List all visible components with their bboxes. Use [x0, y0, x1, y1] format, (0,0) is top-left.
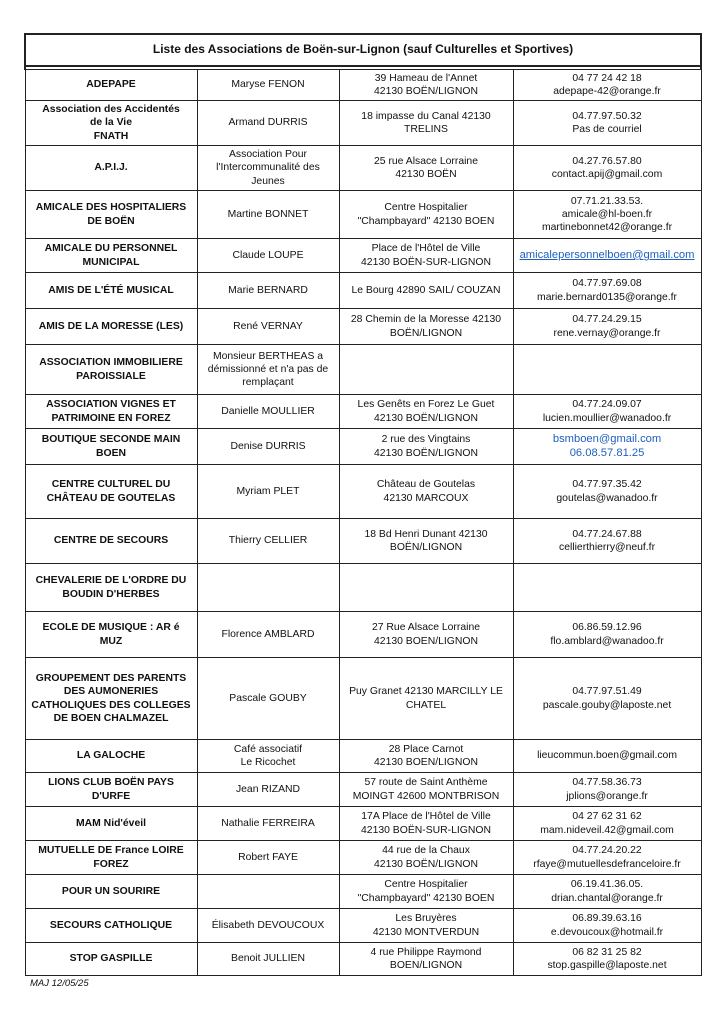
contact-person: Martine BONNET: [197, 191, 339, 239]
association-name: ASSOCIATION IMMOBILIERE PAROISSIALE: [25, 345, 197, 395]
contact-info-link[interactable]: bsmboen@gmail.com 06.08.57.81.25: [513, 429, 701, 465]
associations-table: [24, 33, 702, 976]
contact-person: René VERNAY: [197, 309, 339, 345]
contact-info: 06.86.59.12.96 flo.amblard@wanadoo.fr: [513, 612, 701, 658]
contact-info: 04 27 62 31 62 mam.nideveil.42@gmail.com: [513, 807, 701, 841]
table-row: [25, 239, 701, 273]
associations-sheet: [24, 33, 700, 976]
address: 28 Chemin de la Moresse 42130 BOËN/LIGNON: [339, 309, 513, 345]
address: 57 route de Saint Anthème MOINGT 42600 MONTBRISON: [339, 773, 513, 807]
table-row: [25, 519, 701, 564]
contact-person: Armand DURRIS: [197, 101, 339, 146]
association-name: AMICALE DU PERSONNEL MUNICIPAL: [25, 239, 197, 273]
association-name: Association des Accidentés de la Vie FNATH: [25, 101, 197, 146]
contact-person: Monsieur BERTHEAS a démissionné et n'a pas de remplaçant: [197, 345, 339, 395]
contact-email-link[interactable]: amicalepersonnelboen@gmail.com: [513, 239, 701, 273]
table-row: [25, 191, 701, 239]
contact-info: 04.77.24.09.07 lucien.moullier@wanadoo.fr: [513, 395, 701, 429]
contact-person: Marie BERNARD: [197, 273, 339, 309]
association-name: GROUPEMENT DES PARENTS DES AUMONERIES CATHOLIQUES DES COLLEGES DE BOEN CHALMAZEL: [25, 658, 197, 740]
contact-info: 06 82 31 25 82 stop.gaspille@laposte.net: [513, 943, 701, 976]
contact-person: Myriam PLET: [197, 465, 339, 519]
contact-info: 04.77.58.36.73 jplions@orange.fr: [513, 773, 701, 807]
table-row: [25, 429, 701, 465]
contact-person: Nathalie FERREIRA: [197, 807, 339, 841]
contact-info: 04.77.24.67.88 cellierthierry@neuf.fr: [513, 519, 701, 564]
contact-info: [513, 345, 701, 395]
association-name: BOUTIQUE SECONDE MAIN BOEN: [25, 429, 197, 465]
association-name: SECOURS CATHOLIQUE: [25, 909, 197, 943]
table-row: [25, 309, 701, 345]
contact-info: 04.77.97.69.08 marie.bernard0135@orange.fr: [513, 273, 701, 309]
contact-info: 04 77 24 42 18 adepape-42@orange.fr: [513, 70, 701, 101]
association-name: MUTUELLE DE France LOIRE FOREZ: [25, 841, 197, 875]
address: 39 Hameau de l'Annet 42130 BOËN/LIGNON: [339, 70, 513, 101]
contact-info: 04.77.24.20.22 rfaye@mutuellesdefranceloire.fr: [513, 841, 701, 875]
title-row: [25, 34, 701, 66]
table-row: [25, 70, 701, 101]
association-name: MAM Nid'éveil: [25, 807, 197, 841]
table-row: [25, 807, 701, 841]
table-row: [25, 612, 701, 658]
address: [339, 345, 513, 395]
contact-person: Claude LOUPE: [197, 239, 339, 273]
table-row: [25, 875, 701, 909]
address: Les Genêts en Forez Le Guet 42130 BOËN/LIGNON: [339, 395, 513, 429]
contact-person: Benoit JULLIEN: [197, 943, 339, 976]
table-row: [25, 564, 701, 612]
association-name: AMIS DE L'ÉTÉ MUSICAL: [25, 273, 197, 309]
table-row: [25, 146, 701, 191]
contact-person: Danielle MOULLIER: [197, 395, 339, 429]
contact-person: Élisabeth DEVOUCOUX: [197, 909, 339, 943]
association-name: CENTRE DE SECOURS: [25, 519, 197, 564]
contact-info: 06.89.39.63.16 e.devoucoux@hotmail.fr: [513, 909, 701, 943]
address: Les Bruyères 42130 MONTVERDUN: [339, 909, 513, 943]
association-name: LA GALOCHE: [25, 740, 197, 773]
address: 28 Place Carnot 42130 BOEN/LIGNON: [339, 740, 513, 773]
address: Centre Hospitalier "Champbayard" 42130 BOEN: [339, 875, 513, 909]
contact-person: Jean RIZAND: [197, 773, 339, 807]
association-name: STOP GASPILLE: [25, 943, 197, 976]
association-name: ADEPAPE: [25, 70, 197, 101]
contact-person: Thierry CELLIER: [197, 519, 339, 564]
association-name: ASSOCIATION VIGNES ET PATRIMOINE EN FOREZ: [25, 395, 197, 429]
contact-info: 04.77.24.29.15 rene.vernay@orange.fr: [513, 309, 701, 345]
table-row: [25, 943, 701, 976]
contact-person: Denise DURRIS: [197, 429, 339, 465]
table-row: [25, 395, 701, 429]
contact-info: 04.77.97.51.49 pascale.gouby@laposte.net: [513, 658, 701, 740]
contact-person: Florence AMBLARD: [197, 612, 339, 658]
association-name: CHEVALERIE DE L'ORDRE DU BOUDIN D'HERBES: [25, 564, 197, 612]
address: 17A Place de l'Hôtel de Ville 42130 BOËN-SUR-LIGNON: [339, 807, 513, 841]
contact-info: 06.19.41.36.05. drian.chantal@orange.fr: [513, 875, 701, 909]
contact-info: 04.77.97.50.32 Pas de courriel: [513, 101, 701, 146]
page-title: Liste des Associations de Boën-sur-Lignon (sauf Culturelles et Sportives): [25, 34, 701, 66]
address: Centre Hospitalier "Champbayard" 42130 BOEN: [339, 191, 513, 239]
table-row: [25, 101, 701, 146]
contact-info: [513, 564, 701, 612]
address: 18 Bd Henri Dunant 42130 BOËN/LIGNON: [339, 519, 513, 564]
contact-info: 07.71.21.33.53. amicale@hl-boen.fr martinebonnet42@orange.fr: [513, 191, 701, 239]
contact-person: [197, 875, 339, 909]
address: 4 rue Philippe Raymond BOEN/LIGNON: [339, 943, 513, 976]
address: 44 rue de la Chaux 42130 BOËN/LIGNON: [339, 841, 513, 875]
association-name: A.P.I.J.: [25, 146, 197, 191]
address: [339, 564, 513, 612]
association-name: AMIS DE LA MORESSE (LES): [25, 309, 197, 345]
address: 25 rue Alsace Lorraine 42130 BOËN: [339, 146, 513, 191]
table-row: [25, 465, 701, 519]
association-name: ECOLE DE MUSIQUE : AR é MUZ: [25, 612, 197, 658]
table-row: [25, 345, 701, 395]
table-row: [25, 773, 701, 807]
update-date: MAJ 12/05/25: [30, 978, 89, 989]
address: 27 Rue Alsace Lorraine 42130 BOEN/LIGNON: [339, 612, 513, 658]
contact-info: lieucommun.boen@gmail.com: [513, 740, 701, 773]
contact-person: Maryse FENON: [197, 70, 339, 101]
contact-person: Association Pour l'Intercommunalité des Jeunes: [197, 146, 339, 191]
association-name: POUR UN SOURIRE: [25, 875, 197, 909]
address: 2 rue des Vingtains 42130 BOËN/LIGNON: [339, 429, 513, 465]
address: Château de Goutelas 42130 MARCOUX: [339, 465, 513, 519]
address: Place de l'Hôtel de Ville 42130 BOËN-SUR-LIGNON: [339, 239, 513, 273]
contact-person: Pascale GOUBY: [197, 658, 339, 740]
contact-info: 04.27.76.57.80 contact.apij@gmail.com: [513, 146, 701, 191]
contact-person: Café associatif Le Ricochet: [197, 740, 339, 773]
table-row: [25, 909, 701, 943]
association-name: AMICALE DES HOSPITALIERS DE BOËN: [25, 191, 197, 239]
association-name: LIONS CLUB BOËN PAYS D'URFE: [25, 773, 197, 807]
address: 18 impasse du Canal 42130 TRELINS: [339, 101, 513, 146]
contact-person: [197, 564, 339, 612]
table-row: [25, 841, 701, 875]
address: Puy Granet 42130 MARCILLY LE CHATEL: [339, 658, 513, 740]
address: Le Bourg 42890 SAIL/ COUZAN: [339, 273, 513, 309]
table-row: [25, 273, 701, 309]
table-row: [25, 740, 701, 773]
contact-person: Robert FAYE: [197, 841, 339, 875]
association-name: CENTRE CULTUREL DU CHÂTEAU DE GOUTELAS: [25, 465, 197, 519]
contact-info: 04.77.97.35.42 goutelas@wanadoo.fr: [513, 465, 701, 519]
table-row: [25, 658, 701, 740]
